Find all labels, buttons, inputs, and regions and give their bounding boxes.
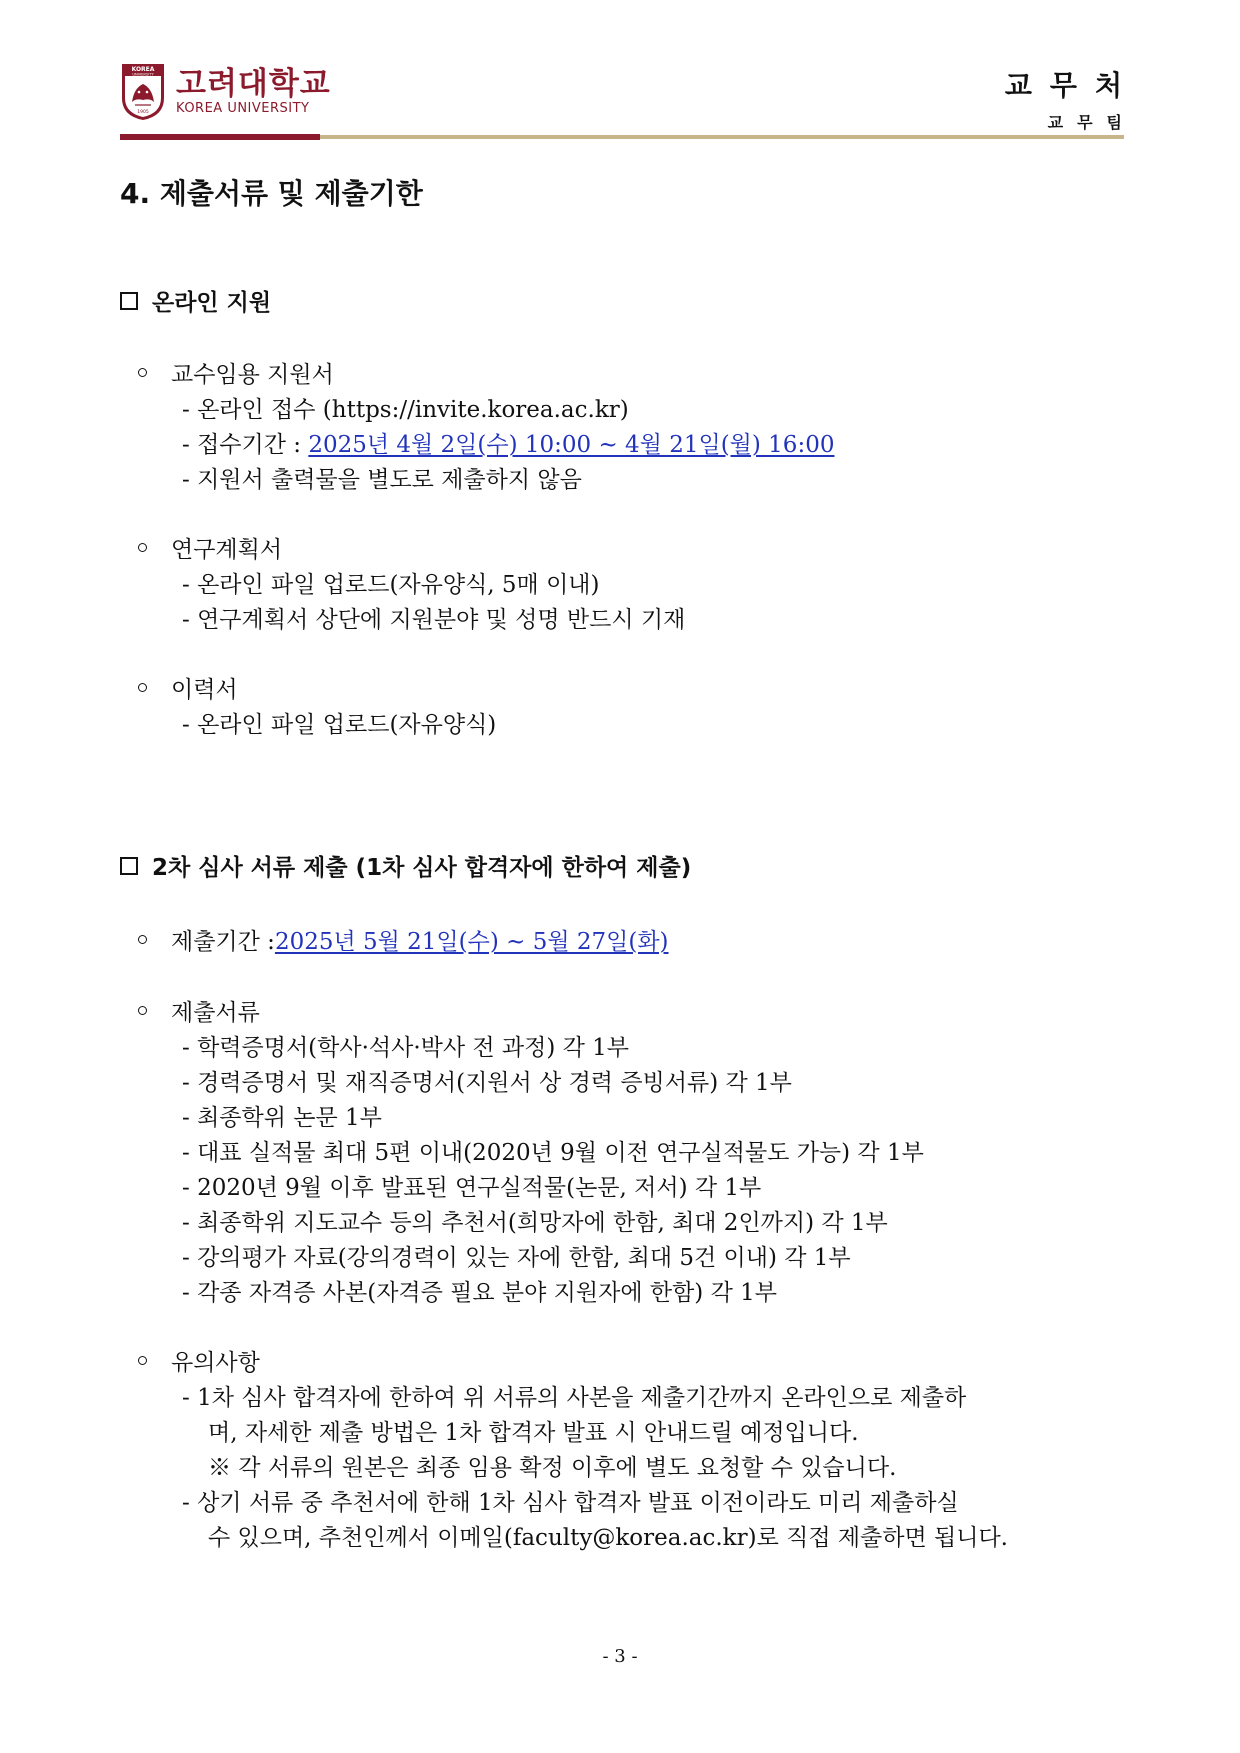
note-line: - 상기 서류 중 추천서에 한해 1차 심사 합격자 발표 이전이라도 미리 제출하실	[182, 1490, 959, 1516]
list-item: - 최종학위 논문 1부	[182, 1105, 382, 1131]
list-item: - 경력증명서 및 재직증명서(지원서 상 경력 증빙서류) 각 1부	[182, 1070, 792, 1096]
circle-bullet-icon	[138, 683, 147, 692]
resume-subheading: 이력서	[138, 671, 238, 704]
circle-bullet-icon	[138, 1006, 147, 1015]
notes-subheading: 유의사항	[138, 1344, 260, 1377]
list-item: - 온라인 파일 업로드(자유양식)	[182, 712, 497, 738]
list-item: - 2020년 9월 이후 발표된 연구실적물(논문, 저서) 각 1부	[182, 1175, 762, 1201]
circle-bullet-icon	[138, 935, 147, 944]
note-line: 수 있으며, 추천인께서 이메일(faculty@korea.ac.kr)로 직접 제출하면 됩니다.	[208, 1525, 1008, 1551]
svg-text:KOREA: KOREA	[131, 66, 155, 73]
submission-period-link[interactable]: 2025년 5월 21일(수) ~ 5월 27일(화)	[274, 929, 669, 955]
svg-text:1905: 1905	[137, 110, 149, 115]
page-header	[120, 62, 1140, 140]
application-period-link[interactable]: 2025년 4월 2일(수) 10:00 ~ 4월 21일(월) 16:00	[308, 432, 835, 458]
research-plan-subheading: 연구계획서	[138, 531, 282, 564]
team-name: 교무팀	[1047, 113, 1136, 132]
checkbox-square-icon	[120, 292, 138, 310]
list-item: - 대표 실적물 최대 5편 이내(2020년 9월 이전 연구실적물도 가능) 각 1부	[182, 1140, 924, 1166]
header-rule-red	[120, 134, 320, 140]
logo-name-korean: 고려대학교	[176, 66, 331, 102]
logo-name-english: KOREA UNIVERSITY	[176, 101, 310, 116]
department-name: 교무처	[1004, 69, 1140, 102]
svg-text:UNIVERSITY: UNIVERSITY	[132, 72, 154, 77]
circle-bullet-icon	[138, 368, 147, 377]
section-heading: 4. 제출서류 및 제출기한	[120, 177, 423, 210]
list-item: - 지원서 출력물을 별도로 제출하지 않음	[182, 467, 582, 493]
docs-subheading: 제출서류	[138, 994, 260, 1027]
note-line: - 1차 심사 합격자에 한하여 위 서류의 사본을 제출기간까지 온라인으로 제출하	[182, 1385, 967, 1411]
university-logo	[120, 62, 331, 122]
circle-bullet-icon	[138, 1356, 147, 1365]
list-item: - 온라인 접수 (https://invite.korea.ac.kr)	[182, 397, 629, 423]
second-round-section-title: 2차 심사 서류 제출 (1차 심사 합격자에 한하여 제출)	[120, 849, 691, 882]
list-item: - 각종 자격증 사본(자격증 필요 분야 지원자에 한함) 각 1부	[182, 1280, 777, 1306]
list-item: - 연구계획서 상단에 지원분야 및 성명 반드시 기재	[182, 607, 686, 633]
online-section-title: 온라인 지원	[120, 284, 271, 317]
list-item: - 온라인 파일 업로드(자유양식, 5매 이내)	[182, 572, 600, 598]
note-line: ※ 각 서류의 원본은 최종 임용 확정 이후에 별도 요청할 수 있습니다.	[208, 1455, 897, 1481]
page-number: - 3 -	[602, 1646, 638, 1667]
list-item: - 강의평가 자료(강의경력이 있는 자에 한함, 최대 5건 이내) 각 1부	[182, 1245, 851, 1271]
app-form-subheading: 교수임용 지원서	[138, 356, 334, 389]
list-item: - 최종학위 지도교수 등의 추천서(희망자에 한함, 최대 2인까지) 각 1부	[182, 1210, 888, 1236]
note-line: 며, 자세한 제출 방법은 1차 합격자 발표 시 안내드릴 예정입니다.	[208, 1420, 859, 1446]
checkbox-square-icon	[120, 857, 138, 875]
header-rule-gold	[320, 135, 1124, 139]
submission-period: 제출기간 : 2025년 5월 21일(수) ~ 5월 27일(화)	[138, 923, 669, 956]
circle-bullet-icon	[138, 543, 147, 552]
list-item: - 학력증명서(학사·석사·박사 전 과정) 각 1부	[182, 1035, 630, 1061]
list-item: - 접수기간 : 2025년 4월 2일(수) 10:00 ~ 4월 21일(월) 16:00	[182, 432, 835, 458]
university-seal-icon	[120, 62, 166, 122]
